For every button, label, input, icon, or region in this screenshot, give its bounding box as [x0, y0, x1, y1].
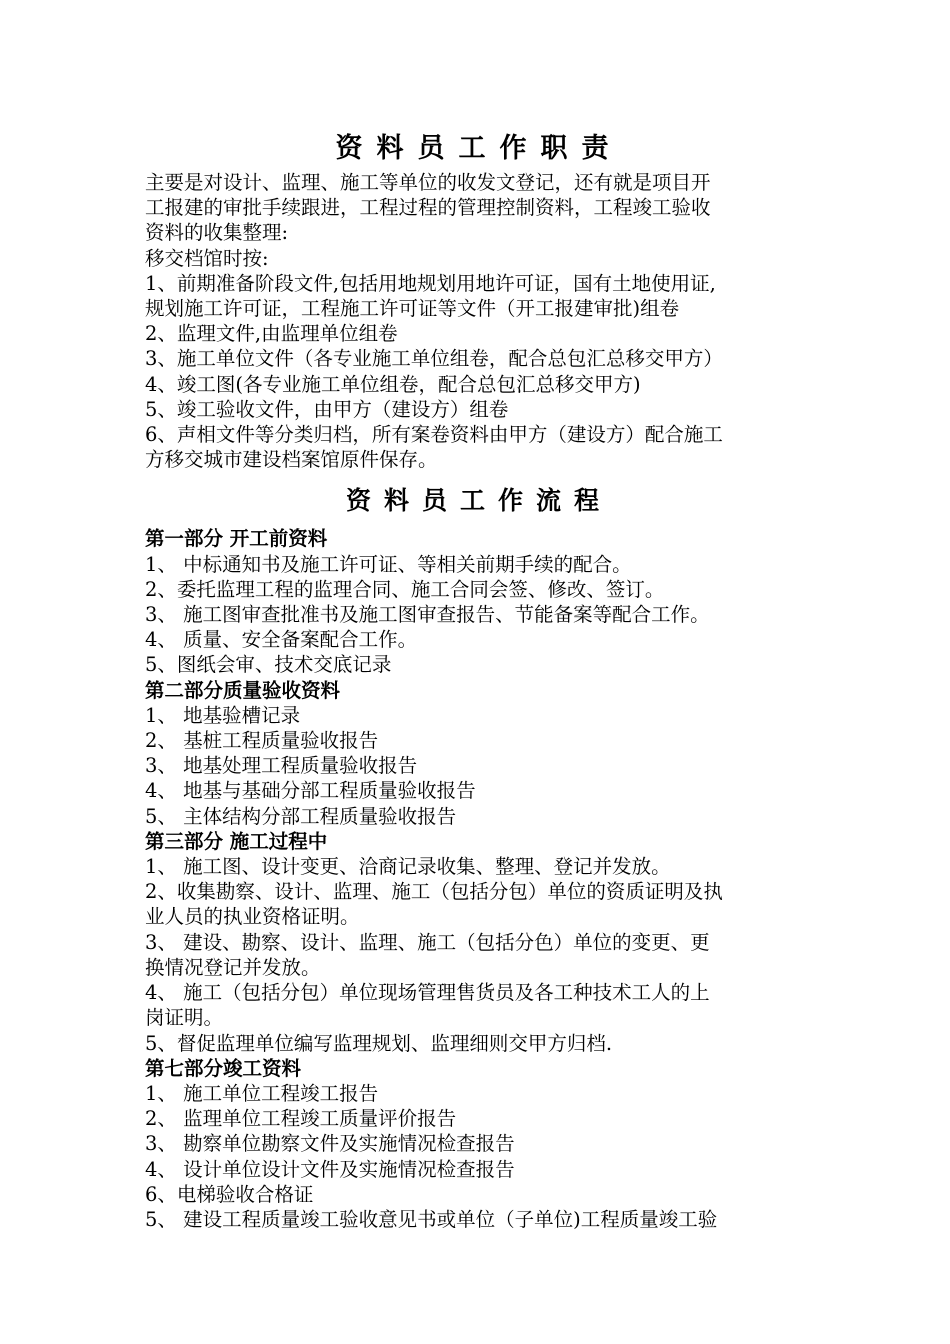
list-item: 4、 设计单位设计文件及实施情况检查报告	[145, 1157, 515, 1181]
section-1	[145, 526, 813, 677]
intro-line: 工报建的审批手续跟进，工程过程的管理控制资料，工程竣工验收	[145, 196, 711, 220]
document-page	[145, 128, 813, 1232]
section-heading: 第一部分 开工前资料	[145, 527, 328, 551]
intro-line: 资料的收集整理:	[145, 221, 289, 245]
list-item: 2、委托监理工程的监理合同、施工合同会签、修改、签订。	[145, 577, 665, 601]
intro-line: 6、声相文件等分类归档，所有案卷资料由甲方（建设方）配合施工	[145, 423, 723, 447]
list-item: 换情况登记并发放。	[145, 955, 321, 979]
intro-line: 方移交城市建设档案馆原件保存。	[145, 448, 438, 472]
list-item: 4、 质量、安全备案配合工作。	[145, 628, 418, 652]
list-item: 6、电梯验收合格证	[145, 1182, 314, 1206]
intro-line: 3、施工单位文件（各专业施工单位组卷，配合总包汇总移交甲方）	[145, 347, 723, 371]
list-item: 岗证明。	[145, 1006, 224, 1030]
section-heading: 第二部分质量验收资料	[145, 678, 341, 702]
list-item: 5、 主体结构分部工程质量验收报告	[145, 804, 457, 828]
list-item: 3、 勘察单位勘察文件及实施情况检查报告	[145, 1132, 515, 1156]
list-item: 1、 施工单位工程竣工报告	[145, 1081, 379, 1105]
intro-line: 1、前期准备阶段文件,包括用地规划用地许可证，国有土地使用证,	[145, 271, 716, 295]
list-item: 1、 地基验槽记录	[145, 703, 301, 727]
section-heading: 第七部分竣工资料	[145, 1056, 302, 1080]
intro-line: 5、竣工验收文件，由甲方（建设方）组卷	[145, 397, 509, 421]
section-2	[145, 678, 813, 829]
intro-line: 规划施工许可证，工程施工许可证等文件（开工报建审批)组卷	[145, 297, 680, 321]
list-item: 2、 基桩工程质量验收报告	[145, 729, 379, 753]
list-item: 4、 地基与基础分部工程质量验收报告	[145, 779, 476, 803]
section-3	[145, 829, 813, 1056]
intro-line: 主要是对设计、监理、施工等单位的收发文登记，还有就是项目开	[145, 171, 711, 194]
list-item: 5、图纸会审、技术交底记录	[145, 653, 392, 677]
list-item: 3、 地基处理工程质量验收报告	[145, 754, 418, 778]
list-item: 1、 中标通知书及施工许可证、等相关前期手续的配合。	[145, 552, 632, 576]
list-item: 5、督促监理单位编写监理规划、监理细则交甲方归档.	[145, 1031, 613, 1055]
section-heading: 第三部分 施工过程中	[145, 829, 328, 853]
intro-paragraph	[145, 170, 813, 472]
list-item: 3、 建设、勘察、设计、监理、施工（包括分色）单位的变更、更	[145, 930, 710, 954]
list-item: 3、 施工图审查批准书及施工图审查报告、节能备案等配合工作。	[145, 603, 710, 627]
intro-line: 2、监理文件,由监理单位组卷	[145, 322, 398, 346]
section-title: 资料员工作流程	[345, 486, 612, 516]
list-item: 业人员的执业资格证明。	[145, 905, 360, 929]
list-item: 2、 监理单位工程竣工质量评价报告	[145, 1107, 457, 1131]
list-item: 4、 施工（包括分包）单位现场管理售货员及各工种技术工人的上	[145, 981, 710, 1005]
intro-line: 移交档馆时按:	[145, 246, 269, 270]
document-title: 资料员工作职责	[335, 133, 623, 164]
list-item: 1、 施工图、设计变更、洽商记录收集、整理、登记并发放。	[145, 855, 671, 879]
section-4	[145, 1056, 813, 1232]
list-item: 5、 建设工程质量竣工验收意见书或单位（子单位)工程质量竣工验	[145, 1207, 718, 1231]
intro-line: 4、竣工图(各专业施工单位组卷，配合总包汇总移交甲方)	[145, 372, 641, 396]
list-item: 2、收集勘察、设计、监理、施工（包括分包）单位的资质证明及执	[145, 880, 723, 904]
